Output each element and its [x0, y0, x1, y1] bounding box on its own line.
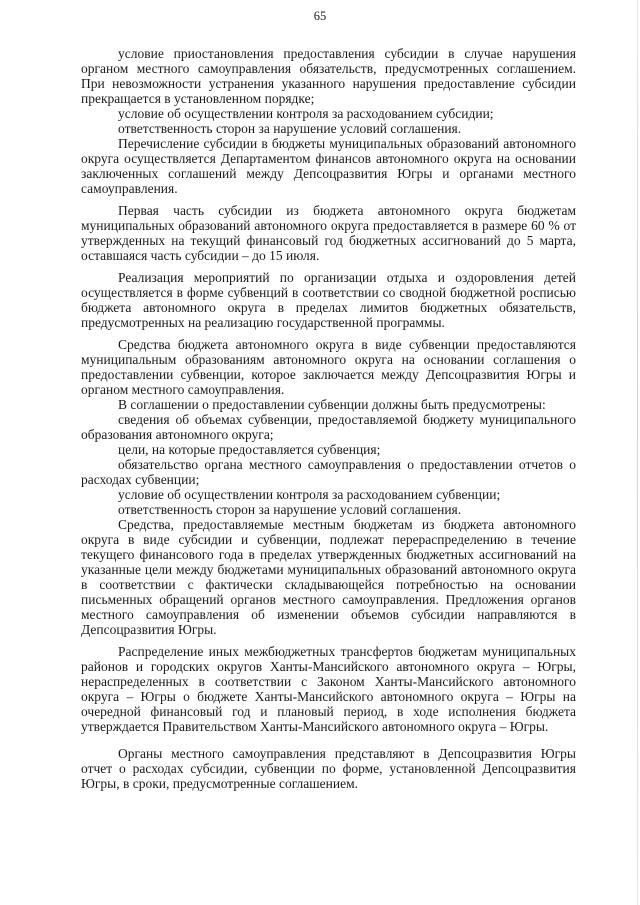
- paragraph-subvention-form: Реализация мероприятий по организации отдыха и оздоровления детей осуществляется в форме субвенций в соответствии со сводной бюджетной росписью бюджета автономного округа в пределах лимитов бюджетных обязательств, предусмотренных на реализацию государственной программы.: [81, 270, 576, 330]
- paragraph-subvention-control: условие об осуществлении контроля за расходованием субвенции;: [118, 487, 501, 502]
- page-number: 65: [313, 9, 327, 23]
- paragraph-subvention-responsibility: ответственность сторон за нарушение условий соглашения.: [118, 502, 462, 517]
- paragraph-report-submission: Органы местного самоуправления представляют в Депсоцразвития Югры отчет о расходах субсидии, субвенции по форме, установленной Депсоцразвития Югры, в сроки, предусмотренные соглашением.: [81, 746, 576, 791]
- paragraph-subvention-volume: сведения об объемах субвенции, предоставляемой бюджету муниципального образования автономного округа;: [81, 412, 576, 442]
- paragraph-suspension-condition: условие приостановления предоставления субсидии в случае нарушения органом местного самоуправления обязательств, предусмотренных соглашением. При невозможности устранения указанного нарушения предоставление субсидии прекращается в установленном порядке;: [81, 46, 576, 106]
- paragraph-interbudget-transfers: Распределение иных межбюджетных трансфертов бюджетам муниципальных районов и городских округов Ханты-Мансийского автономного округа – Югры, нераспределенных в соответствии с Законом Ханты-Мансийского автономного округа – Югры о бюджете Ханты-Мансийского автономного округа – Югры на очередной финансовый год и плановый период, в ходе исполнения бюджета утверждается Правительством Ханты-Мансийского автономного округа – Югры.: [81, 644, 576, 734]
- paragraph-subvention-funds: Средства бюджета автономного округа в виде субвенции предоставляются муниципальным образованиям автономного округа на основании соглашения о предоставлении субвенции, которое заключается между Депсоцразвития Югры и органом местного самоуправления.: [81, 337, 576, 397]
- paragraph-subsidy-transfer: Перечисление субсидии в бюджеты муниципальных образований автономного округа осуществляется Департаментом финансов автономного округа на основании заключенных соглашений между Депсоцразвития Югры и органами местного самоуправления.: [81, 136, 576, 196]
- scan-edge-line: [637, 0, 638, 905]
- paragraph-subsidy-responsibility: ответственность сторон за нарушение условий соглашения.: [118, 121, 462, 136]
- paragraph-agreement-terms: В соглашении о предоставлении субвенции должны быть предусмотрены:: [118, 397, 546, 412]
- paragraph-subvention-goals: цели, на которые предоставляется субвенция;: [118, 442, 381, 457]
- paragraph-redistribution: Средства, предоставляемые местным бюджетам из бюджета автономного округа в виде субсидии и субвенции, подлежат перераспределению в течение текущего финансового года в пределах утвержденных бюджетных ассигнований на указанные цели между бюджетами муниципальных образований автономного округа в соответствии с фактически складывающейся потребностью на основании письменных обращений органов местного самоуправления. Предложения органов местного самоуправления об изменении объемов субсидии направляются в Депсоцразвития Югры.: [81, 517, 576, 637]
- paragraph-first-part-subsidy: Первая часть субсидии из бюджета автономного округа бюджетам муниципальных образований автономного округа предоставляется в размере 60 % от утвержденных на текущий финансовый год бюджетных ассигнований до 5 марта, оставшаяся часть субсидии – до 15 июля.: [81, 203, 576, 263]
- document-body: [81, 46, 576, 791]
- paragraph-subsidy-control: условие об осуществлении контроля за расходованием субсидии;: [118, 106, 494, 121]
- paragraph-reporting-obligation: обязательство органа местного самоуправления о предоставлении отчетов о расходах субвенции;: [81, 457, 576, 487]
